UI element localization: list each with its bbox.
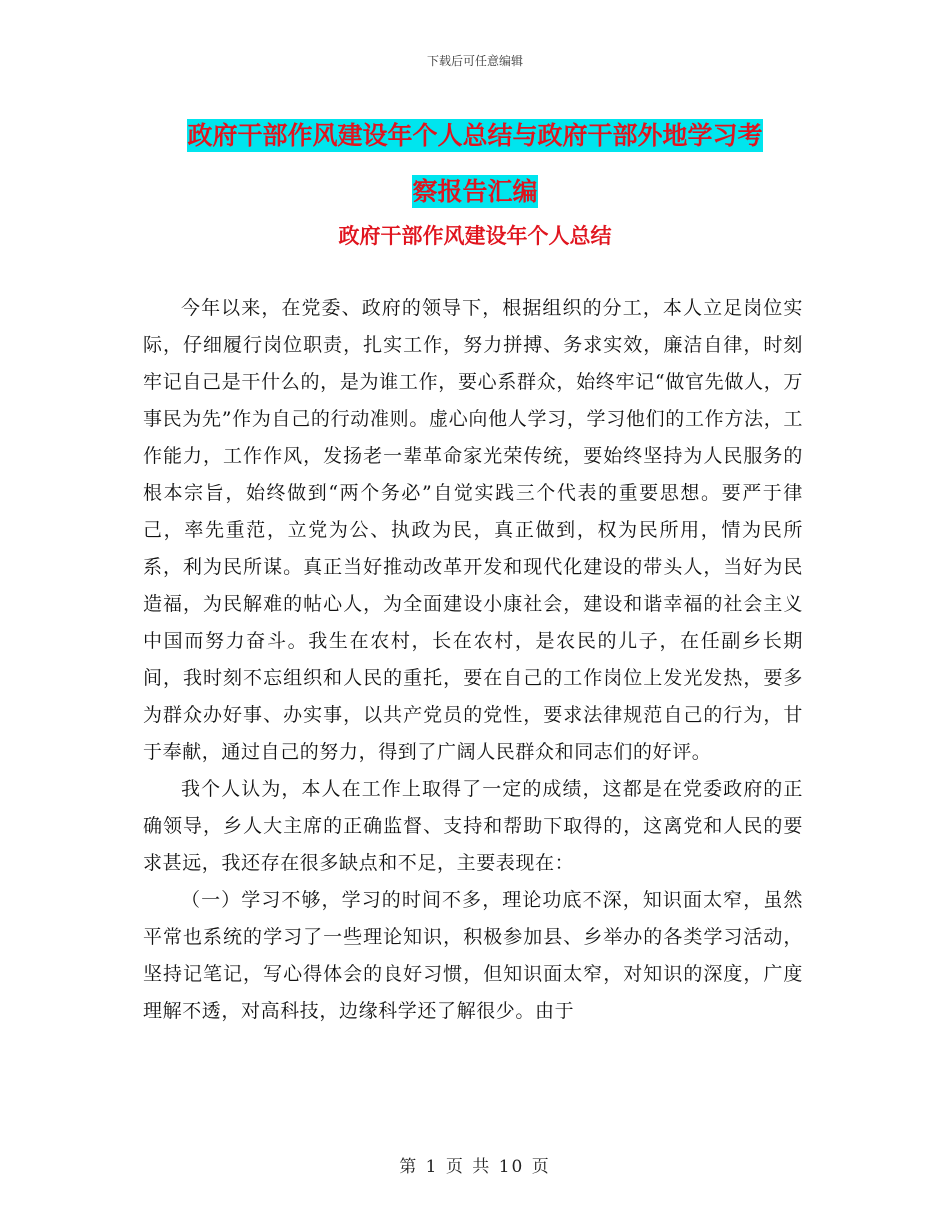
page-footer: 第 1 页 共 10 页 bbox=[399, 1157, 551, 1177]
section-title: 政府干部作风建设年个人总结 bbox=[338, 223, 612, 248]
paragraph-3: （一）学习不够，学习的时间不多，理论功底不深，知识面太窄，虽然平常也系统的学习了一些理论知识，积极参加县、乡举办的各类学习活动，坚持记笔记，写心得体会的良好习惯，但知识面太窄，对知识的深度，广度理解不透，对高科技，边缘科学还了解很少。由于 bbox=[143, 889, 803, 1022]
header-note: 下载后可任意编辑 bbox=[426, 54, 523, 68]
title-line-1: 政府干部作风建设年个人总结与政府干部外地学习考 bbox=[187, 121, 763, 150]
document-body bbox=[143, 290, 803, 1030]
document-title bbox=[140, 108, 810, 220]
paragraph-2: 我个人认为，本人在工作上取得了一定的成绩，这都是在党委政府的正确领导，乡人大主席的正确监督、支持和帮助下取得的，这离党和人民的要求甚远，我还存在很多缺点和不足，主要表现在： bbox=[143, 778, 803, 874]
title-line-2: 察报告汇编 bbox=[412, 177, 538, 206]
paragraph-1: 今年以来，在党委、政府的领导下，根据组织的分工，本人立足岗位实际，仔细履行岗位职责，扎实工作，努力拼搏、务求实效，廉洁自律，时刻牢记自己是干什么的，是为谁工作，要心系群众，始终牢记“做官先做人，万事民为先”作为自己的行动准则。虚心向他人学习，学习他们的工作方法，工作能力，工作作风，发扬老一辈革命家光荣传统，要始终坚持为人民服务的根本宗旨，始终做到“两个务必”自觉实践三个代表的重要思想。要严于律己，率先重范，立党为公、执政为民，真正做到，权为民所用，情为民所系，利为民所谋。真正当好推动改革开发和现代化建设的带头人，当好为民造福，为民解难的帖心人，为全面建设小康社会，建设和谐幸福的社会主义中国而努力奋斗。我生在农村，长在农村，是农民的儿子，在任副乡长期间，我时刻不忘组织和人民的重托，要在自己的工作岗位上发光发热，要多为群众办好事、办实事，以共产党员的党性，要求法律规范自己的行为，甘于奉献，通过自己的努力，得到了广阔人民群众和同志们的好评。 bbox=[143, 297, 803, 763]
